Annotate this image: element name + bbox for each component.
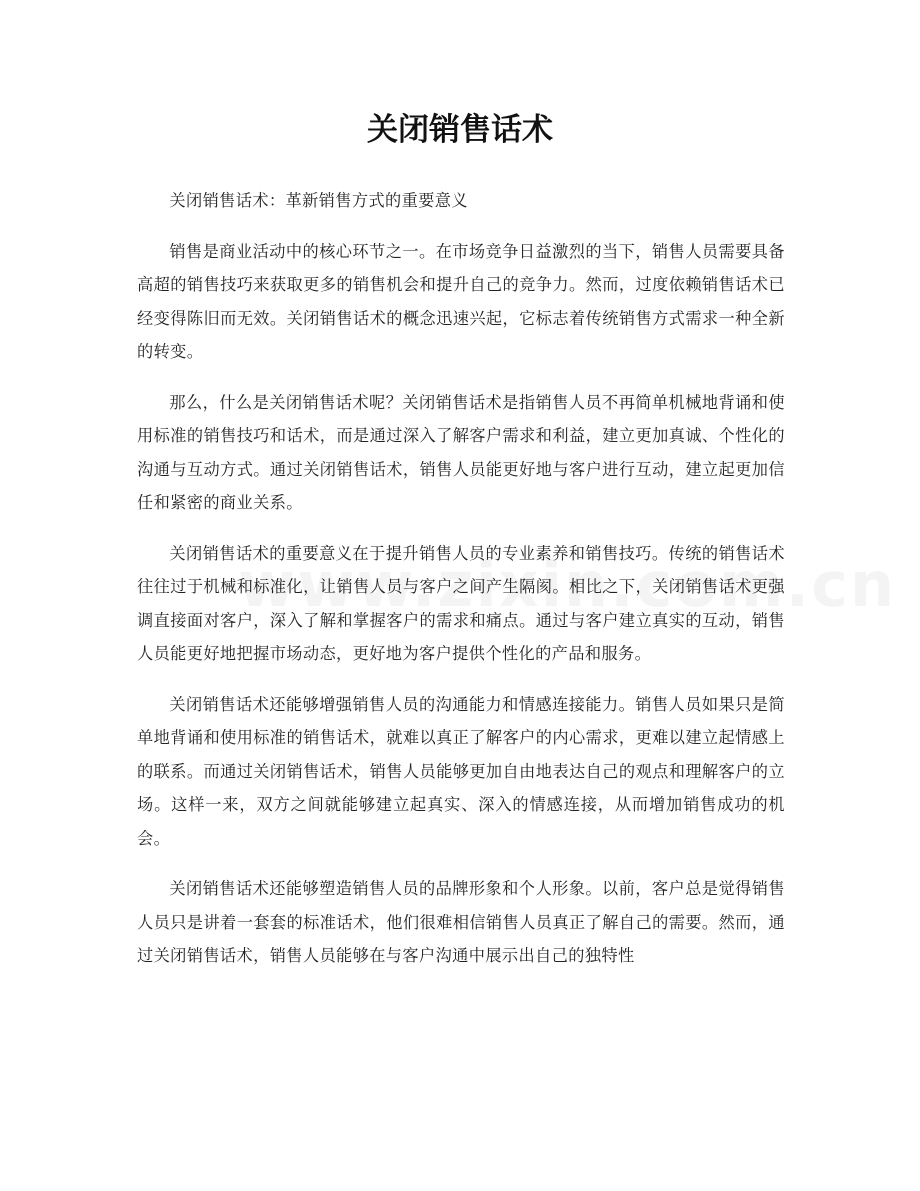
paragraph: 关闭销售话术的重要意义在于提升销售人员的专业素养和销售技巧。传统的销售话术往往过于机械和标准化，让销售人员与客户之间产生隔阂。相比之下，关闭销售话术更强调直接面对客户，深入了解和掌握客户的需求和痛点。通过与客户建立真实的互动，销售人员能更好地把握市场动态，更好地为客户提供个性化的产品和服务。	[137, 543, 785, 663]
paragraph: 销售是商业活动中的核心环节之一。在市场竞争日益激烈的当下，销售人员需要具备高超的销售技巧来获取更多的销售机会和提升自己的竞争力。然而，过度依赖销售话术已经变得陈旧而无效。关闭销售话术的概念迅速兴起，它标志着传统销售方式需求一种全新的转变。	[137, 241, 785, 361]
paragraph: 那么，什么是关闭销售话术呢？关闭销售话术是指销售人员不再简单机械地背诵和使用标准的销售技巧和话术，而是通过深入了解客户需求和利益，建立更加真诚、个性化的沟通与互动方式。通过关闭销售话术，销售人员能更好地与客户进行互动，建立起更加信任和紧密的商业关系。	[137, 392, 785, 512]
document-title: 关闭销售话术	[367, 112, 553, 148]
paragraph: 关闭销售话术还能够塑造销售人员的品牌形象和个人形象。以前，客户总是觉得销售人员只是讲着一套套的标准话术，他们很难相信销售人员真正了解自己的需要。然而，通过关闭销售话术，销售人员能够在与客户沟通中展示出自己的独特性	[137, 879, 785, 965]
document-body	[137, 184, 785, 990]
paragraph: 关闭销售话术还能够增强销售人员的沟通能力和情感连接能力。销售人员如果只是简单地背诵和使用标准的销售话术，就难以真正了解客户的内心需求，更难以建立起情感上的联系。而通过关闭销售话术，销售人员能够更加自由地表达自己的观点和理解客户的立场。这样一来，双方之间就能够建立起真实、深入的情感连接，从而增加销售成功的机会。	[137, 694, 785, 848]
document-subtitle: 关闭销售话术：革新销售方式的重要意义	[169, 191, 468, 210]
